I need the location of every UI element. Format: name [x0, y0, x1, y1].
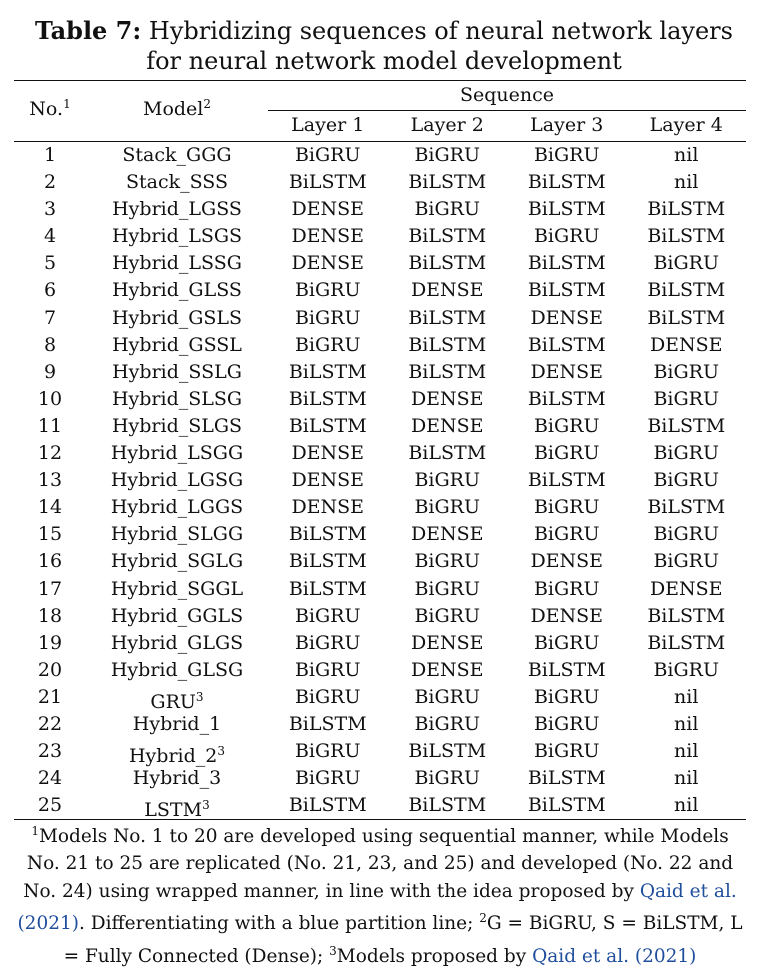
cell-layer-1: BiGRU [294, 658, 361, 681]
cell-model [86, 169, 268, 196]
model-name: Hybrid_GLSG [110, 658, 244, 681]
cell-layer-2: BiLSTM [408, 306, 487, 329]
model-name: Hybrid_2 [128, 745, 218, 768]
citation-link-qaid-2[interactable]: Qaid et al. (2021) [532, 945, 697, 967]
cell-layer-1: DENSE [291, 469, 365, 492]
cell-layer-1: BiGRU [294, 740, 361, 763]
cell-model [86, 548, 268, 575]
cell-layer-2: BiLSTM [408, 794, 487, 817]
cell-layer-4: BiGRU [653, 469, 720, 492]
table-caption [0, 16, 768, 76]
cell-layer-3: BiLSTM [527, 794, 606, 817]
cell-layer-3: BiGRU [533, 225, 600, 248]
header-layer-1: Layer 1 [291, 114, 365, 136]
cell-no: 4 [43, 225, 57, 248]
model-name: Hybrid_LGSS [112, 198, 242, 221]
cell-no: 3 [43, 198, 57, 221]
table-row [14, 738, 746, 768]
caption-title-part-1: Hybridizing sequences of neural network layers [148, 17, 733, 45]
model-name: Hybrid_SLGG [110, 523, 244, 546]
cell-layer-4: BiGRU [653, 252, 720, 275]
footnote-text-4: Models proposed by [336, 945, 533, 967]
cell-no: 18 [37, 604, 63, 627]
table-row [14, 576, 746, 603]
cell-model [86, 332, 268, 359]
caption-label: Table 7: [35, 16, 142, 45]
cell-layer-2: DENSE [410, 523, 484, 546]
table-row [14, 305, 746, 332]
cell-model [86, 305, 268, 332]
cell-layer-4: nil [674, 171, 699, 194]
header-sequence: Sequence [459, 84, 555, 106]
model-name: Hybrid_GSLS [111, 306, 243, 329]
cell-model [86, 494, 268, 521]
table-row [14, 765, 746, 792]
model-name: Hybrid_GSSL [112, 333, 242, 356]
header-model-footnote-mark: 2 [203, 97, 212, 111]
cell-no: 6 [43, 279, 57, 302]
cell-no: 16 [37, 550, 63, 573]
table-row [14, 332, 746, 359]
cell-no: 24 [37, 767, 63, 790]
cell-layer-4: DENSE [649, 333, 723, 356]
cell-layer-1: DENSE [291, 496, 365, 519]
cell-layer-2: DENSE [410, 631, 484, 654]
cell-layer-3: BiGRU [533, 442, 600, 465]
model-name: Hybrid_SSLG [112, 360, 242, 383]
cell-model [86, 277, 268, 304]
cell-no: 11 [37, 414, 63, 437]
cell-layer-3: BiLSTM [527, 469, 606, 492]
cell-layer-2: DENSE [410, 658, 484, 681]
cell-layer-1: BiGRU [294, 685, 361, 708]
cell-layer-3: BiLSTM [527, 198, 606, 221]
footnote-mark-3: 3 [329, 943, 337, 958]
model-name: Hybrid_LSSG [112, 252, 242, 275]
table-row [14, 386, 746, 413]
cell-no: 8 [43, 333, 57, 356]
cell-layer-4: nil [674, 144, 699, 166]
header-model-label: Model [142, 98, 204, 120]
cell-layer-1: BiLSTM [288, 794, 367, 817]
cell-layer-2: BiGRU [414, 577, 481, 600]
cell-layer-3: BiLSTM [527, 279, 606, 302]
cell-layer-3: BiLSTM [527, 333, 606, 356]
cell-layer-1: BiGRU [294, 306, 361, 329]
table-row [14, 657, 746, 684]
header-no-label: No. [29, 98, 64, 120]
cell-model [86, 413, 268, 440]
table-row [14, 196, 746, 223]
cell-layer-2: BiGRU [414, 685, 481, 708]
cell-no: 23 [37, 740, 63, 763]
cell-no: 17 [37, 577, 63, 600]
citation-link-qaid-1[interactable]: Qaid et al. (2021) [17, 880, 737, 935]
table-row [14, 440, 746, 467]
cell-layer-2: DENSE [410, 387, 484, 410]
cell-layer-4: nil [674, 794, 699, 817]
cell-layer-4: BiLSTM [647, 306, 726, 329]
cell-layer-3: BiGRU [533, 523, 600, 546]
table-row [14, 630, 746, 657]
table-row [14, 467, 746, 494]
cell-layer-2: DENSE [410, 414, 484, 437]
cell-layer-3: BiLSTM [527, 171, 606, 194]
cell-layer-4: BiLSTM [647, 279, 726, 302]
table-body [14, 142, 746, 822]
cell-model [86, 467, 268, 494]
cell-no: 12 [37, 442, 63, 465]
cell-no: 20 [37, 658, 63, 681]
cell-model [86, 738, 268, 768]
table-row [14, 223, 746, 250]
cell-layer-2: BiGRU [414, 198, 481, 221]
sequence-underline [268, 110, 746, 111]
cell-layer-4: BiGRU [653, 550, 720, 573]
cell-layer-4: BiLSTM [647, 225, 726, 248]
model-name: Hybrid_SGGL [110, 577, 244, 600]
table-row [14, 359, 746, 386]
cell-model [86, 711, 268, 738]
cell-no: 7 [43, 306, 57, 329]
cell-no: 14 [37, 496, 63, 519]
cell-no: 15 [37, 523, 63, 546]
model-name: Stack_GGG [122, 144, 232, 166]
table-header [14, 81, 746, 141]
cell-layer-3: BiGRU [533, 496, 600, 519]
model-name: Hybrid_LGSG [110, 469, 244, 492]
cell-layer-4: BiLSTM [647, 414, 726, 437]
footnote-text-3: G = BiGRU, S = BiLSTM, L = Fully Connected (Dense); [63, 913, 743, 967]
cell-model [86, 250, 268, 277]
cell-model [86, 142, 268, 169]
model-name: Hybrid_3 [132, 767, 222, 790]
table-row [14, 250, 746, 277]
cell-layer-3: BiLSTM [527, 252, 606, 275]
model-name: Hybrid_SLGS [111, 414, 243, 437]
cell-layer-3: BiLSTM [527, 767, 606, 790]
cell-model [86, 440, 268, 467]
cell-layer-3: DENSE [530, 360, 604, 383]
cell-layer-1: BiLSTM [288, 712, 367, 735]
cell-layer-3: BiLSTM [527, 387, 606, 410]
footnote-mark-2: 2 [479, 911, 487, 926]
model-name: Hybrid_GGLS [110, 604, 244, 627]
footnote-text-1: Models No. 1 to 20 are developed using sequential manner, while Models No. 21 to 25 are replicated (No. 21, 23, and 25) and developed (No. 22 and No. 24) using wrapped manner, in line with the idea proposed by [23, 826, 734, 902]
cell-layer-2: BiGRU [414, 469, 481, 492]
cell-layer-3: BiGRU [533, 577, 600, 600]
cell-layer-4: nil [674, 712, 699, 735]
cell-layer-1: BiLSTM [288, 577, 367, 600]
cell-layer-1: BiGRU [294, 767, 361, 790]
model-footnote-mark: 3 [217, 744, 226, 759]
cell-layer-1: BiGRU [294, 631, 361, 654]
cell-layer-4: BiLSTM [647, 496, 726, 519]
table-row [14, 684, 746, 711]
cell-no: 13 [37, 469, 63, 492]
cell-layer-1: BiGRU [294, 604, 361, 627]
cell-layer-1: BiGRU [294, 144, 361, 166]
footnote-text-2: . Differentiating with a blue partition line; [79, 913, 480, 935]
cell-no: 1 [43, 144, 57, 166]
model-name: Hybrid_SGLG [110, 550, 244, 573]
cell-layer-4: BiLSTM [647, 631, 726, 654]
model-name: Hybrid_LSGS [111, 225, 243, 248]
cell-layer-4: nil [674, 685, 699, 708]
cell-layer-4: BiGRU [653, 387, 720, 410]
model-footnote-mark: 3 [195, 689, 204, 704]
cell-layer-2: BiLSTM [408, 333, 487, 356]
cell-layer-2: BiGRU [414, 550, 481, 573]
table-row [14, 142, 746, 169]
cell-layer-2: DENSE [410, 279, 484, 302]
cell-model [86, 792, 268, 822]
cell-layer-1: BiLSTM [288, 360, 367, 383]
cell-layer-4: BiGRU [653, 658, 720, 681]
cell-layer-2: BiLSTM [408, 442, 487, 465]
cell-model [86, 223, 268, 250]
model-sequence-table [14, 80, 746, 820]
model-name: LSTM [144, 799, 203, 822]
cell-layer-1: BiLSTM [288, 171, 367, 194]
cell-layer-4: DENSE [649, 577, 723, 600]
table-row [14, 277, 746, 304]
cell-model [86, 603, 268, 630]
caption-line-1 [0, 16, 768, 46]
table-footnote [14, 818, 746, 970]
cell-layer-2: BiLSTM [408, 740, 487, 763]
cell-layer-4: BiGRU [653, 442, 720, 465]
cell-layer-1: DENSE [291, 225, 365, 248]
cell-no: 25 [37, 794, 63, 817]
cell-layer-2: BiGRU [414, 712, 481, 735]
cell-layer-3: BiGRU [533, 144, 600, 166]
model-name: Hybrid_GLSS [112, 279, 242, 302]
header-no [14, 97, 86, 120]
cell-layer-4: BiGRU [653, 360, 720, 383]
cell-no: 22 [37, 712, 63, 735]
cell-layer-1: BiLSTM [288, 523, 367, 546]
cell-layer-2: BiLSTM [408, 360, 487, 383]
cell-layer-1: BiLSTM [288, 414, 367, 437]
cell-model [86, 765, 268, 792]
cell-model [86, 359, 268, 386]
cell-no: 2 [43, 171, 57, 194]
cell-layer-2: BiGRU [414, 604, 481, 627]
cell-model [86, 521, 268, 548]
cell-layer-3: DENSE [530, 550, 604, 573]
table-row [14, 169, 746, 196]
cell-model [86, 657, 268, 684]
table-row [14, 548, 746, 575]
cell-layer-4: nil [674, 740, 699, 763]
cell-layer-4: BiLSTM [647, 198, 726, 221]
header-layer-2: Layer 2 [410, 114, 484, 136]
model-name: Hybrid_GLGS [110, 631, 244, 654]
cell-layer-3: BiGRU [533, 740, 600, 763]
cell-layer-4: nil [674, 767, 699, 790]
cell-model [86, 196, 268, 223]
table-row [14, 711, 746, 738]
cell-layer-2: BiLSTM [408, 252, 487, 275]
cell-layer-4: BiGRU [653, 523, 720, 546]
table-row [14, 494, 746, 521]
table-row [14, 603, 746, 630]
cell-layer-2: BiGRU [414, 144, 481, 166]
cell-layer-3: BiGRU [533, 631, 600, 654]
cell-layer-1: BiLSTM [288, 387, 367, 410]
model-name: Hybrid_LSGG [110, 442, 244, 465]
cell-layer-3: BiGRU [533, 712, 600, 735]
cell-no: 19 [37, 631, 63, 654]
header-model [86, 97, 268, 120]
footnote-mark-1: 1 [31, 824, 39, 838]
cell-layer-1: BiGRU [294, 279, 361, 302]
cell-layer-2: BiGRU [414, 767, 481, 790]
header-layer-4: Layer 4 [649, 114, 723, 136]
model-footnote-mark: 3 [202, 798, 210, 813]
model-name: Hybrid_1 [132, 712, 222, 735]
cell-layer-1: DENSE [291, 252, 365, 275]
caption-line-2: for neural network model development [146, 47, 622, 75]
header-no-footnote-mark: 1 [63, 97, 71, 111]
cell-layer-3: BiGRU [533, 414, 600, 437]
table-row [14, 521, 746, 548]
cell-layer-2: BiGRU [414, 496, 481, 519]
cell-model [86, 576, 268, 603]
cell-layer-3: BiLSTM [527, 658, 606, 681]
cell-layer-1: BiLSTM [288, 550, 367, 573]
cell-model [86, 386, 268, 413]
cell-layer-3: DENSE [530, 604, 604, 627]
cell-layer-3: BiGRU [533, 685, 600, 708]
cell-layer-4: BiLSTM [647, 604, 726, 627]
cell-layer-2: BiLSTM [408, 171, 487, 194]
cell-layer-1: DENSE [291, 198, 365, 221]
model-name: Hybrid_SLSG [111, 387, 243, 410]
header-layer-3: Layer 3 [530, 114, 604, 136]
model-name: GRU [150, 690, 196, 713]
cell-layer-1: DENSE [291, 442, 365, 465]
cell-model [86, 684, 268, 711]
cell-model [86, 630, 268, 657]
cell-no: 9 [43, 360, 57, 383]
model-name: Stack_SSS [125, 171, 228, 194]
cell-layer-2: BiLSTM [408, 225, 487, 248]
table-row [14, 413, 746, 440]
cell-no: 5 [43, 252, 57, 275]
model-name: Hybrid_LGGS [110, 496, 244, 519]
cell-layer-3: DENSE [530, 306, 604, 329]
cell-layer-1: BiGRU [294, 333, 361, 356]
cell-no: 21 [37, 685, 63, 708]
table-row [14, 792, 746, 822]
cell-no: 10 [37, 387, 63, 410]
